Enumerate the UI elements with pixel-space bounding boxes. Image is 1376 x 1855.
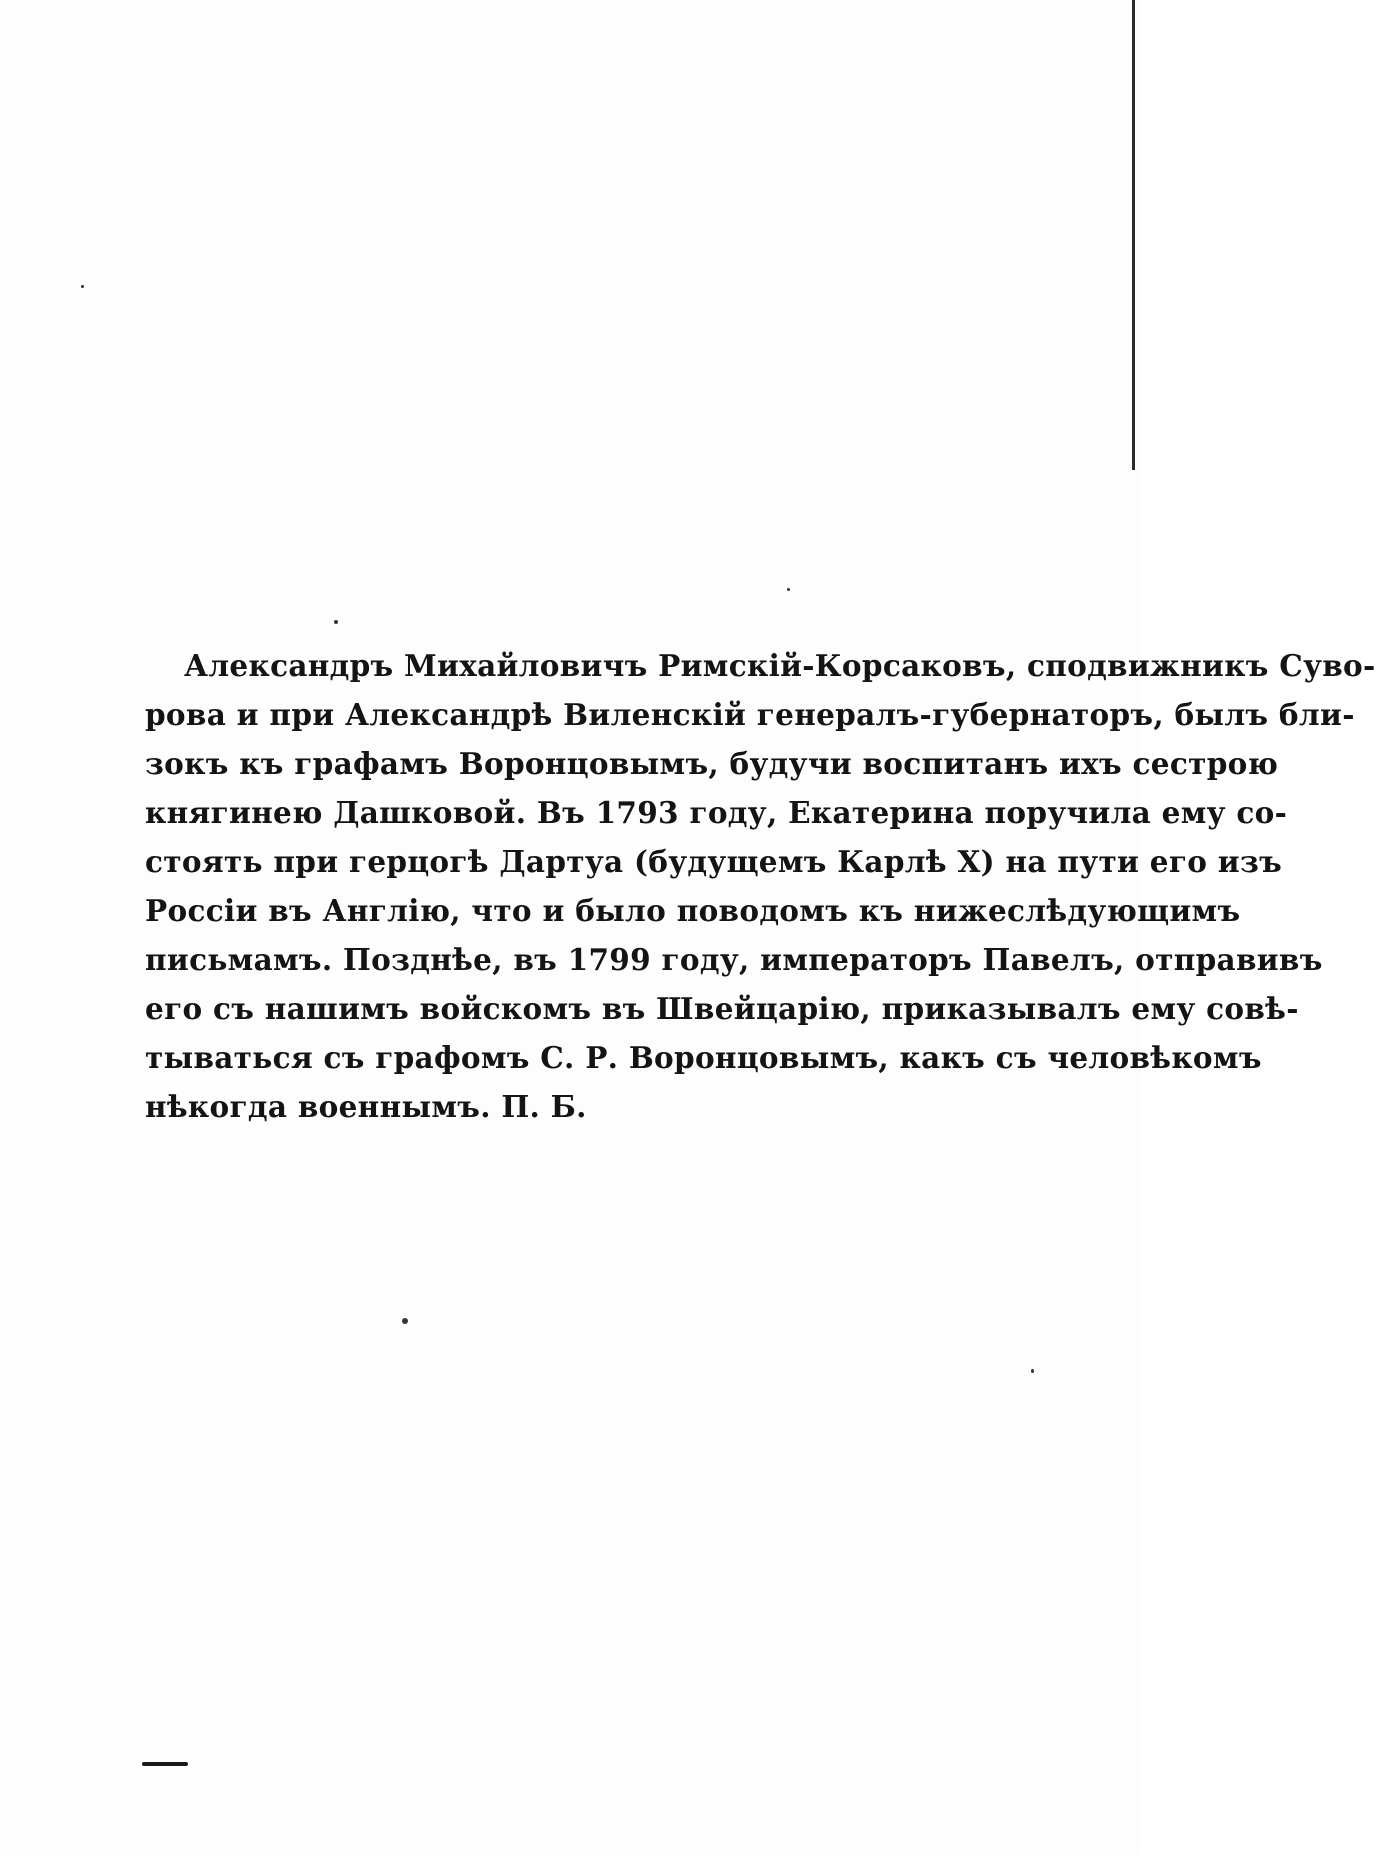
- footer-dash: [142, 1762, 188, 1766]
- text-line: Россіи въ Англію, что и было поводомъ къ нижеслѣдующимъ: [145, 893, 1241, 928]
- text-line: зокъ къ графамъ Воронцовымъ, будучи воспитанъ ихъ сестрою: [145, 746, 1279, 781]
- scan-speck: [1031, 1369, 1034, 1373]
- text-line: нѣкогда военнымъ. П. Б.: [145, 1089, 587, 1124]
- text-line: его съ нашимъ войскомъ въ Швейцарію, приказывалъ ему совѣ-: [145, 991, 1299, 1026]
- text-line: Александръ Михайловичъ Римскій-Корсаковъ, сподвижникъ Суво-: [184, 648, 1376, 683]
- scan-speck: [787, 588, 790, 591]
- scan-speck: [402, 1318, 408, 1324]
- scan-speck: [334, 620, 338, 624]
- text-line: стоять при герцогѣ Дартуа (будущемъ Карлѣ X) на пути его изъ: [145, 844, 1282, 879]
- text-line: тываться съ графомъ С. Р. Воронцовымъ, какъ съ человѣкомъ: [145, 1040, 1262, 1075]
- scan-speck: [81, 285, 84, 288]
- page-edge-rule: [1132, 0, 1135, 470]
- text-line: княгинею Дашковой. Въ 1793 году, Екатерина поручила ему со-: [145, 795, 1288, 830]
- text-line: письмамъ. Позднѣе, въ 1799 году, императоръ Павелъ, отправивъ: [145, 942, 1323, 977]
- text-line: рова и при Александрѣ Виленскій генералъ-губернаторъ, былъ бли-: [145, 697, 1355, 732]
